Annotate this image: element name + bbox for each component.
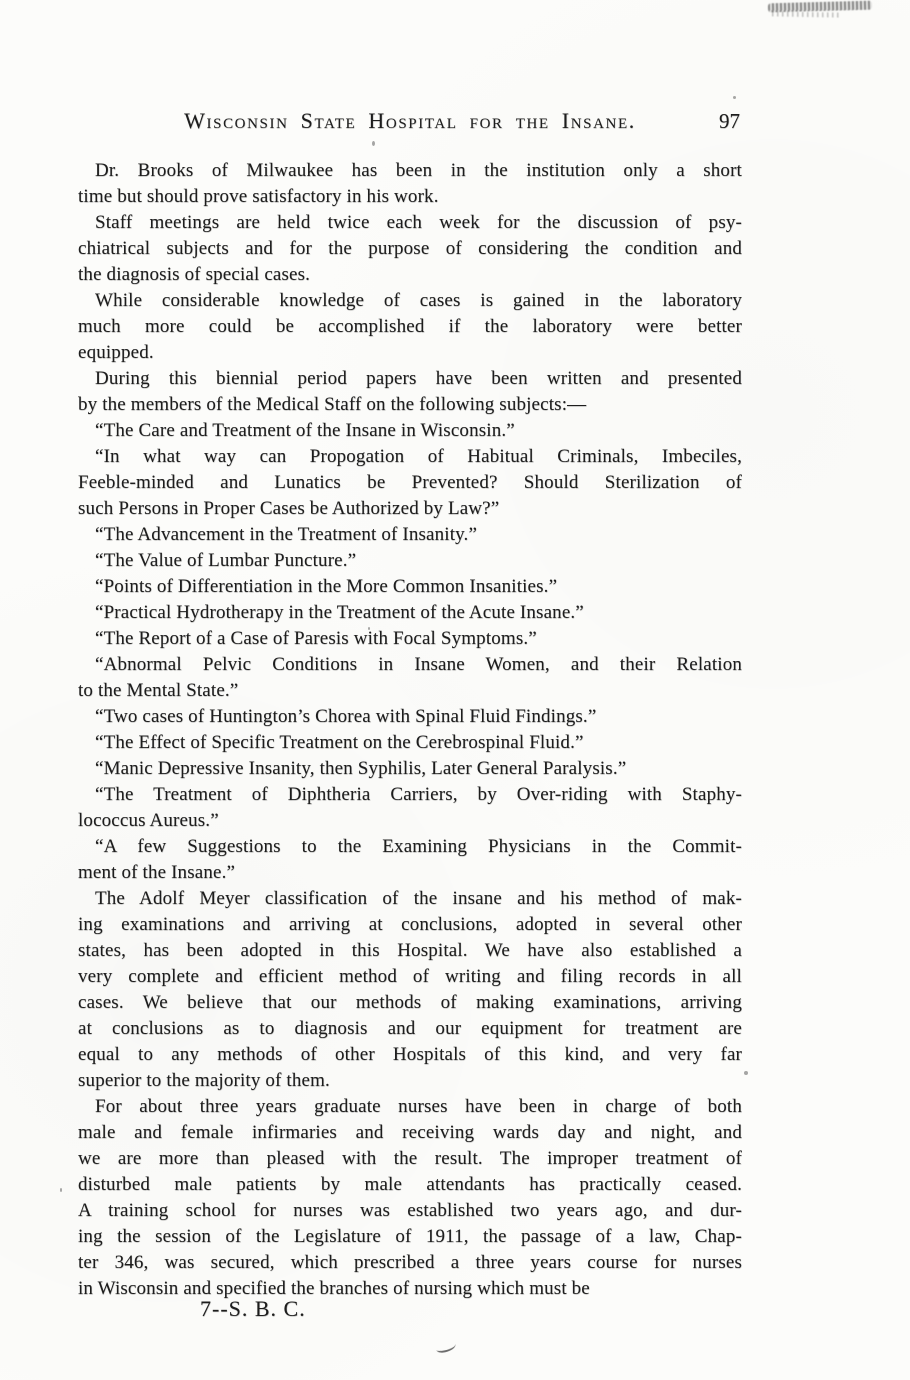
text-line: While considerable knowledge of cases is gained in the laboratory [95,290,742,311]
text-line: “The Advancement in the Treatment of Insanity.” [95,524,478,545]
text-line: disturbed male patients by male attendants has practically ceased. [78,1174,742,1195]
scan-speck [733,96,736,99]
text-line: the diagnosis of special cases. [78,264,311,285]
page-title: Wisconsin State Hospital for the Insane. [184,108,636,133]
text-line: Staff meetings are held twice each week for the discussion of psy- [95,212,742,233]
paragraph [78,756,742,782]
paragraph [78,704,742,730]
text-line: Dr. Brooks of Milwaukee has been in the institution only a short [95,160,742,181]
text-line: “Abnormal Pelvic Conditions in Insane Women, and their Relation [95,654,742,675]
text-line: superior to the majority of them. [78,1070,330,1091]
page-number: 97 [719,109,740,133]
page-body [78,158,742,1302]
text-line: much more could be accomplished if the laboratory were better [78,316,742,337]
text-line: equipped. [78,342,154,363]
paragraph [78,834,742,886]
text-line: states, has been adopted in this Hospital. We have also established a [78,940,742,961]
text-line: “The Effect of Specific Treatment on the Cerebrospinal Fluid.” [95,732,584,753]
text-line: lococcus Aureus.” [78,810,219,831]
paragraph [78,782,742,834]
text-line: in Wisconsin and specified the branches of nursing which must be [78,1278,590,1299]
text-line: very complete and efficient method of writing and filing records in all [78,966,742,987]
text-line: “The Report of a Case of Paresis with Focal Symptoms.” [95,628,537,649]
scan-smudge-top-right-2 [772,11,842,17]
paragraph [78,1094,742,1302]
text-line: to the Mental State.” [78,680,239,701]
paragraph [78,730,742,756]
footer-signature: 7--S. B. C. [200,1296,306,1321]
text-line: A training school for nurses was established two years ago, and dur- [78,1200,742,1221]
text-line: “Points of Differentiation in the More Common Insanities.” [95,576,558,597]
text-line: male and female infirmaries and receiving wards day and night, and [78,1122,742,1143]
running-header [78,106,742,136]
scan-speck [744,1071,748,1075]
text-line: “The Treatment of Diphtheria Carriers, by Over-riding with Staphy- [95,784,742,805]
paragraph [78,886,742,1094]
text-line: we are more than pleased with the result. The improper treatment of [78,1148,742,1169]
text-line: chiatrical subjects and for the purpose of considering the condition and [78,238,742,259]
text-line: “A few Suggestions to the Examining Physicians in the Commit- [95,836,742,857]
paragraph [78,158,742,210]
scan-speck [368,627,370,630]
text-line: “The Value of Lumbar Puncture.” [95,550,357,571]
paragraph [78,548,742,574]
text-line: “The Care and Treatment of the Insane in Wisconsin.” [95,420,515,441]
text-line: For about three years graduate nurses have been in charge of both [95,1096,742,1117]
text-line: ing the session of the Legislature of 1911, the passage of a law, Chap- [78,1226,742,1247]
paragraph [78,600,742,626]
text-line: time but should prove satisfactory in his work. [78,186,439,207]
text-line: equal to any methods of other Hospitals of this kind, and very far [78,1044,742,1065]
text-line: The Adolf Meyer classification of the insane and his method of mak- [95,888,742,909]
text-line: “Practical Hydrotherapy in the Treatment of the Acute Insane.” [95,602,584,623]
paragraph [78,574,742,600]
text-line: “In what way can Propogation of Habitual Criminals, Imbeciles, [95,446,742,467]
text-line: cases. We believe that our methods of making examinations, arriving [78,992,742,1013]
text-line: Feeble-minded and Lunatics be Prevented? Should Sterilization of [78,472,742,493]
text-line: During this biennial period papers have been written and presented [95,368,742,389]
text-line: ment of the Insane.” [78,862,236,883]
paragraph [78,522,742,548]
paragraph [78,366,742,418]
text-line: “Two cases of Huntington’s Chorea with Spinal Fluid Findings.” [95,706,597,727]
paragraph [78,444,742,522]
scan-speck [372,141,375,146]
text-line: such Persons in Proper Cases be Authorized by Law?” [78,498,500,519]
paragraph [78,418,742,444]
text-line: by the members of the Medical Staff on the following subjects:— [78,394,587,415]
paragraph [78,652,742,704]
paragraph [78,626,742,652]
text-line: ter 346, was secured, which prescribed a three years course for nurses [78,1252,742,1273]
text-line: at conclusions as to diagnosis and our equipment for treatment are [78,1018,742,1039]
paragraph [78,288,742,366]
text-line: ing examinations and arriving at conclusions, adopted in several other [78,914,742,935]
text-line: “Manic Depressive Insanity, then Syphilis, Later General Paralysis.” [95,758,627,779]
paragraph [78,210,742,288]
pen-mark-bottom [435,1340,457,1354]
scan-speck [60,1188,62,1192]
